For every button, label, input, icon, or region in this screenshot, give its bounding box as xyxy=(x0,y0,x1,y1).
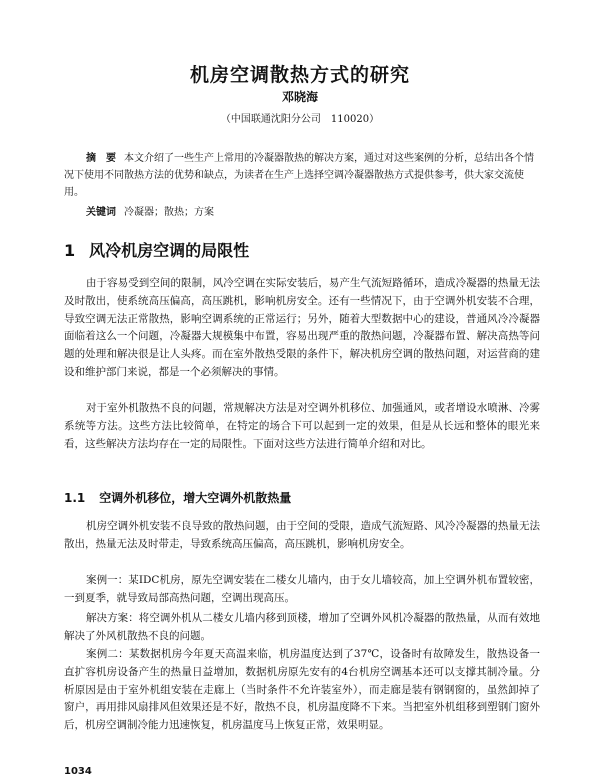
case-one-paragraph: 案例一：某IDC机房，原先空调安装在二楼女儿墙内，由于女儿墙较高，加上空调外机布置较密，一到夏季，就导致局部高热问题，空调出现高压。 xyxy=(64,574,540,604)
keywords-label: 关键词 xyxy=(86,207,116,218)
author-name: 邓晓海 xyxy=(281,90,318,104)
keywords xyxy=(86,204,540,221)
solution-paragraph: 解决方案：将空调外机从二楼女儿墙内移到顶楼，增加了空调外风机冷凝器的散热量，从而有效地解决了外风机散热不良的问题。 xyxy=(64,612,540,642)
author-affiliation: （中国联通沈阳分公司 110020） xyxy=(220,114,380,125)
case-two-paragraph: 案例二：某数据机房今年夏天高温来临，机房温度达到了37℃，设备时有故障发生，散热设备一直扩容机房设备产生的热量日益增加，数据机房原先安有的4台机房空调基本还可以支撑其制冷量。分析原因是由于室外机组安装在走廊上（当时条件不允许装室外），而走廊是装有钢钢窗的，虽然卸掉了窗户，再用排风扇排风但效果还是不好，散热不良，机房温度降不下来。当把室外机组移到塑钢门窗外后，机房空调制冷能力迅速恢复，机房温度马上恢复正常，效果明显。 xyxy=(64,648,540,732)
section-1-paragraph: 由于容易受到空间的限制，风冷空调在实际安装后，易产生气流短路循环，造成冷凝器的热量无法及时散出，使系统高压偏高，高压跳机，影响机房安全。还有一些情况下，由于空调外机安装不合理，导致空调无法正常散热，影响空调系统的正常运行；另外，随着大型数据中心的建设，普通风冷冷凝器面临着这么一个问题，冷凝器大规模集中布置，容易出现严重的散热问题，冷凝器布置、解决高热等问题的处理和解决很是让人头疼。而在室外散热受限的条件下，解决机房空调的散热问题，对运营商的建设和维护部门来说，都是一个必须解决的事情。 xyxy=(64,277,540,378)
abstract-text: 本文介绍了一些生产上常用的冷凝器散热的解决方案，通过对这些案例的分析，总结出各个情况下使用不同散热方法的优势和缺点，为读者在生产上选择空调冷凝器散热方式提供参考，供大家交流使用。 xyxy=(64,153,534,198)
paper-title: 机房空调散热方式的研究 xyxy=(189,64,410,86)
abstract-label: 摘 要 xyxy=(86,153,116,164)
section-1-1-heading xyxy=(64,489,291,506)
section-1-1-title: 空调外机移位，增大空调外机散热量 xyxy=(99,491,292,505)
keywords-text: 冷凝器；散热；方案 xyxy=(124,207,214,218)
section-1-1-number: 1.1 xyxy=(64,491,86,505)
section-1-number: 1 xyxy=(64,241,76,260)
section-1-paragraph: 对于室外机散热不良的问题，常规解决方法是对空调外机移位、加强通风，或者增设水喷淋、冷雾系统等方法。这些方法比较简单，在特定的场合下可以起到一定的效果，但是从长远和整体的眼光来看，这些解决方法均存在一定的局限性。下面对这些方法进行简单介绍和对比。 xyxy=(64,402,540,450)
section-1-1-paragraph: 机房空调外机安装不良导致的散热问题，由于空间的受限，造成气流短路、风冷冷凝器的热量无法散出，热量无法及时带走，导致系统高压偏高，高压跳机，影响机房安全。 xyxy=(64,520,540,550)
page-number: 1034 xyxy=(64,766,92,777)
abstract xyxy=(64,150,540,201)
section-1-heading xyxy=(64,238,249,261)
section-1-title: 风冷机房空调的局限性 xyxy=(89,241,250,260)
